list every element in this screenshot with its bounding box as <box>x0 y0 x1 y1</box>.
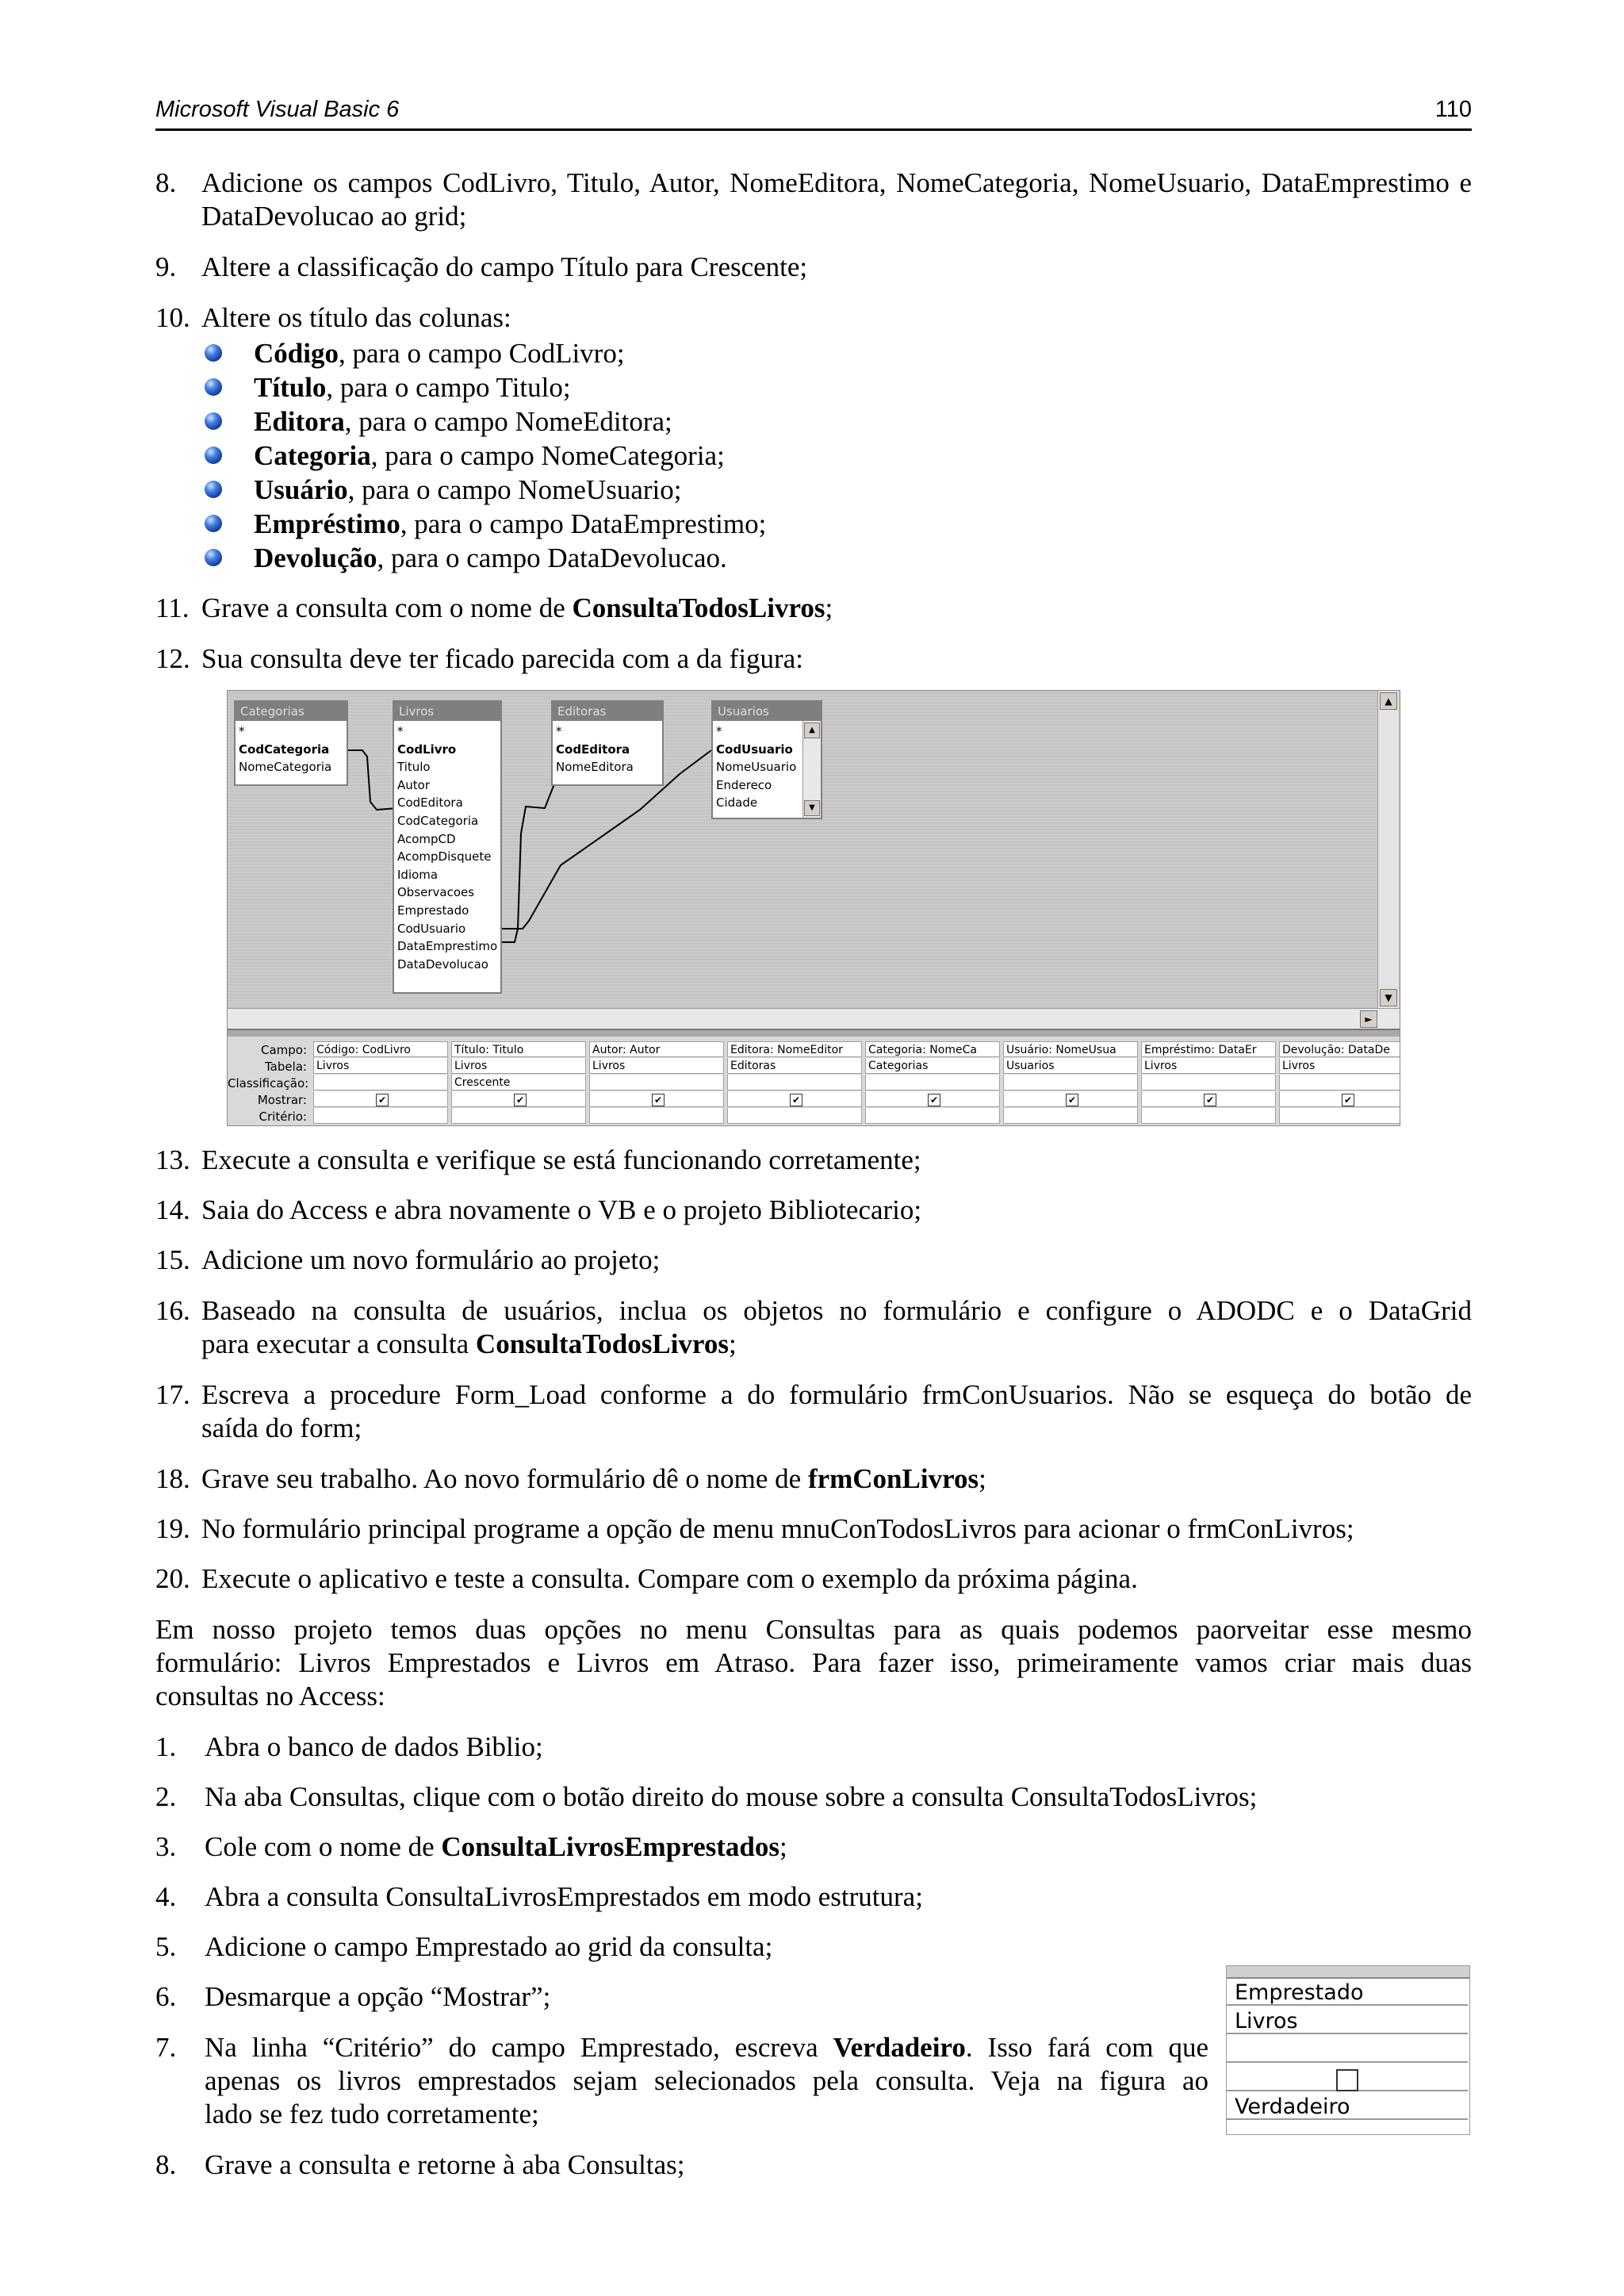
show-checkbox[interactable]: ✔ <box>1342 1094 1354 1106</box>
step-text: Baseado na consulta de usuários, inclua os objetos no formulário e configure o ADODC e o DataGrid <box>201 1295 1472 1326</box>
scroll-down-icon[interactable]: ▼ <box>1380 989 1397 1006</box>
table-editoras[interactable]: Editoras * CodEditora NomeEditora <box>551 700 664 786</box>
grid-cell[interactable]: Categoria: NomeCa <box>865 1041 1000 1057</box>
show-checkbox[interactable]: ✔ <box>514 1094 527 1106</box>
grid-cell[interactable]: Livros <box>1141 1058 1276 1074</box>
grid-cell[interactable]: Usuário: NomeUsua <box>1003 1041 1138 1057</box>
table-pane <box>228 691 1377 1008</box>
scroll-up-icon[interactable]: ▲ <box>1380 692 1397 710</box>
show-checkbox[interactable]: ✔ <box>790 1094 802 1106</box>
grid-cell[interactable]: Empréstimo: DataEr <box>1141 1041 1276 1057</box>
row-label: Critério: <box>259 1110 307 1124</box>
grid-cell[interactable]: Livros <box>589 1058 724 1074</box>
step-number: 13. <box>155 1144 190 1175</box>
step-number: 20. <box>155 1563 190 1594</box>
grid-column <box>313 1037 450 1125</box>
grid-cell[interactable]: Código: CodLivro <box>313 1041 448 1057</box>
step-number: 16. <box>155 1295 190 1326</box>
step-text: Na aba Consultas, clique com o botão direito do mouse sobre a consulta ConsultaTodosLivros; <box>205 1781 1258 1812</box>
design-grid <box>228 1037 1400 1125</box>
grid-cell[interactable]: Categorias <box>865 1058 1000 1074</box>
bullet-icon <box>205 378 222 396</box>
show-checkbox[interactable] <box>1336 2069 1358 2091</box>
grid-cell[interactable] <box>1279 1075 1400 1091</box>
grid-cell[interactable]: Usuarios <box>1003 1058 1138 1074</box>
grid-cell[interactable] <box>1003 1075 1138 1091</box>
table-categorias[interactable]: Categorias * CodCategoria NomeCategoria <box>234 700 348 786</box>
step-text: saída do form; <box>201 1412 362 1443</box>
step-text: Saia do Access e abra novamente o VB e o projeto Bibliotecario; <box>201 1194 922 1225</box>
scroll-up-icon[interactable]: ▲ <box>804 723 820 738</box>
step-text: Grave a consulta e retorne à aba Consultas; <box>205 2149 685 2180</box>
grid-cell[interactable]: Editoras <box>727 1058 862 1074</box>
step-text: Adicione os campos CodLivro, Titulo, Autor, NomeEditora, NomeCategoria, NomeUsuario, DataEmprestimo e DataDevolucao ao grid; <box>201 167 1472 232</box>
grid-cell <box>865 1091 1000 1107</box>
bullet-icon <box>205 481 222 498</box>
grid-cell <box>589 1091 724 1107</box>
show-checkbox[interactable]: ✔ <box>1066 1094 1078 1106</box>
grid-cell[interactable]: Editora: NomeEditor <box>727 1041 862 1057</box>
step-number: 9. <box>155 251 177 282</box>
row-label: Campo: <box>260 1043 307 1057</box>
show-checkbox[interactable]: ✔ <box>1204 1094 1216 1106</box>
grid-column <box>1141 1037 1277 1125</box>
grid-cell[interactable] <box>865 1075 1000 1091</box>
bullet-icon <box>205 549 222 566</box>
table-scrollbar[interactable] <box>802 721 821 818</box>
grid-column <box>1279 1037 1400 1125</box>
step-text: Abra a consulta ConsultaLivrosEmprestados em modo estrutura; <box>205 1881 923 1912</box>
grid-cell[interactable] <box>1141 1108 1276 1124</box>
page-number: 110 <box>1434 97 1472 122</box>
grid-cell[interactable] <box>589 1108 724 1124</box>
grid-cell[interactable] <box>1141 1075 1276 1091</box>
grid-cell <box>1227 2064 1468 2091</box>
step-number: 18. <box>155 1463 190 1494</box>
paragraph-line: Em nosso projeto temos duas opções no menu Consultas para as quais podemos paorveitar esse mesmo <box>155 1614 1472 1645</box>
step-text: Escreva a procedure Form_Load conforme a do formulário frmConUsuarios. Não se esqueça do botão de <box>201 1379 1472 1410</box>
grid-cell <box>1003 1091 1138 1107</box>
grid-cell[interactable]: Crescente <box>451 1075 586 1091</box>
step-text: Na linha “Critério” do campo Emprestado, escreva Verdadeiro. Isso fará com que <box>205 2032 1208 2063</box>
grid-column <box>1003 1037 1139 1125</box>
step-number: 7. <box>155 2032 177 2063</box>
show-checkbox[interactable]: ✔ <box>376 1094 389 1106</box>
show-checkbox[interactable]: ✔ <box>652 1094 665 1106</box>
step-number: 10. <box>155 302 190 333</box>
step-text: Altere a classificação do campo Título para Crescente; <box>201 251 808 282</box>
grid-column <box>451 1037 588 1125</box>
step-text: Execute o aplicativo e teste a consulta. Compare com o exemplo da próxima página. <box>201 1563 1138 1594</box>
bullet-icon <box>205 412 222 430</box>
grid-column <box>589 1037 726 1125</box>
step-number: 1. <box>155 1731 177 1762</box>
grid-column <box>727 1037 864 1125</box>
step-number: 6. <box>155 1981 177 2012</box>
grid-cell[interactable]: Verdadeiro <box>1227 2093 1468 2120</box>
step-text: Execute a consulta e verifique se está funcionando corretamente; <box>201 1144 921 1175</box>
grid-cell[interactable] <box>589 1075 724 1091</box>
step-number: 4. <box>155 1881 177 1912</box>
step-number: 19. <box>155 1513 190 1544</box>
grid-cell[interactable]: Livros <box>1279 1058 1400 1074</box>
table-usuarios[interactable]: Usuarios * CodUsuario NomeUsuario Endereco Cidade ▲ ▼ <box>711 700 822 819</box>
vertical-scrollbar[interactable] <box>1377 691 1399 1008</box>
step-text: No formulário principal programe a opção de menu mnuConTodosLivros para acionar o frmConLivros; <box>201 1513 1354 1544</box>
step-text: Cole com o nome de ConsultaLivrosEmprestados; <box>205 1831 787 1862</box>
step-number: 12. <box>155 643 190 674</box>
step-number: 3. <box>155 1831 177 1862</box>
grid-cell[interactable] <box>1003 1108 1138 1124</box>
horizontal-scrollbar[interactable] <box>228 1008 1400 1029</box>
step-text: apenas os livros emprestados sejam selecionados pela consulta. Veja na figura ao <box>205 2065 1208 2096</box>
grid-cell[interactable]: Autor: Autor <box>589 1041 724 1057</box>
grid-column <box>865 1037 1002 1125</box>
step-text: Sua consulta deve ter ficado parecida com a da figura: <box>201 643 803 674</box>
step-text: lado se fez tudo corretamente; <box>205 2099 539 2129</box>
paragraph-line: consultas no Access: <box>155 1681 385 1711</box>
grid-cell[interactable] <box>727 1075 862 1091</box>
grid-cell[interactable] <box>865 1108 1000 1124</box>
row-label: Tabela: <box>264 1060 307 1074</box>
step-number: 14. <box>155 1194 190 1225</box>
bullet-icon <box>205 515 222 532</box>
step-text: Adicione um novo formulário ao projeto; <box>201 1244 661 1275</box>
step-number: 8. <box>155 2149 177 2180</box>
grid-cell[interactable]: Emprestado <box>1227 1979 1468 2006</box>
grid-cell[interactable] <box>313 1108 448 1124</box>
step-number: 8. <box>155 167 177 198</box>
step-text: Grave a consulta com o nome de ConsultaTodosLivros; <box>201 592 833 623</box>
grid-cell[interactable]: Livros <box>451 1058 586 1074</box>
table-livros[interactable]: Livros * CodLivro Titulo Autor CodEditora CodCategoria AcompCD AcompDisquete Idioma Observacoes Emprestado CodUsuario DataEmprestimo DataDevolucao <box>393 700 502 994</box>
step-number: 5. <box>155 1931 177 1962</box>
grid-cell <box>451 1091 586 1107</box>
grid-cell[interactable] <box>451 1108 586 1124</box>
step-text: Desmarque a opção “Mostrar”; <box>205 1981 551 2012</box>
grid-cell[interactable]: Título: Titulo <box>451 1041 586 1057</box>
grid-cell[interactable]: Livros <box>313 1058 448 1074</box>
grid-cell[interactable] <box>727 1108 862 1124</box>
step-number: 15. <box>155 1244 190 1275</box>
grid-cell[interactable] <box>1279 1108 1400 1124</box>
grid-cell <box>313 1091 448 1107</box>
step-text: Abra o banco de dados Biblio; <box>205 1731 543 1762</box>
row-label: Classificação: <box>228 1076 309 1091</box>
grid-cell[interactable]: Devolução: DataDe <box>1279 1041 1400 1057</box>
step-text: para executar a consulta ConsultaTodosLivros; <box>201 1328 737 1359</box>
criteria-grid-figure <box>1226 1965 1470 2135</box>
step-number: 17. <box>155 1379 190 1410</box>
scroll-right-icon[interactable]: ► <box>1360 1010 1377 1028</box>
query-design-screenshot <box>227 690 1400 1126</box>
step-text: Adicione o campo Emprestado ao grid da consulta; <box>205 1931 773 1962</box>
bullet-icon <box>205 447 222 464</box>
document-title: Microsoft Visual Basic 6 <box>155 97 400 122</box>
bullet-icon <box>205 344 222 362</box>
step-text: Altere os título das colunas: <box>201 302 511 333</box>
show-checkbox[interactable]: ✔ <box>928 1094 940 1106</box>
row-label: Mostrar: <box>257 1093 307 1107</box>
grid-cell <box>727 1091 862 1107</box>
grid-cell[interactable] <box>313 1075 448 1091</box>
grid-cell[interactable]: Livros <box>1227 2007 1468 2034</box>
scroll-down-icon[interactable]: ▼ <box>804 800 820 816</box>
grid-cell <box>1141 1091 1276 1107</box>
step-number: 2. <box>155 1781 177 1812</box>
step-text: Grave seu trabalho. Ao novo formulário dê o nome de frmConLivros; <box>201 1463 986 1494</box>
paragraph-line: formulário: Livros Emprestados e Livros em Atraso. Para fazer isso, primeiramente vamos criar mais duas <box>155 1647 1472 1678</box>
step-number: 11. <box>155 592 190 623</box>
page-header <box>155 94 1472 131</box>
grid-cell <box>1279 1091 1400 1107</box>
grid-cell[interactable] <box>1227 2036 1468 2063</box>
